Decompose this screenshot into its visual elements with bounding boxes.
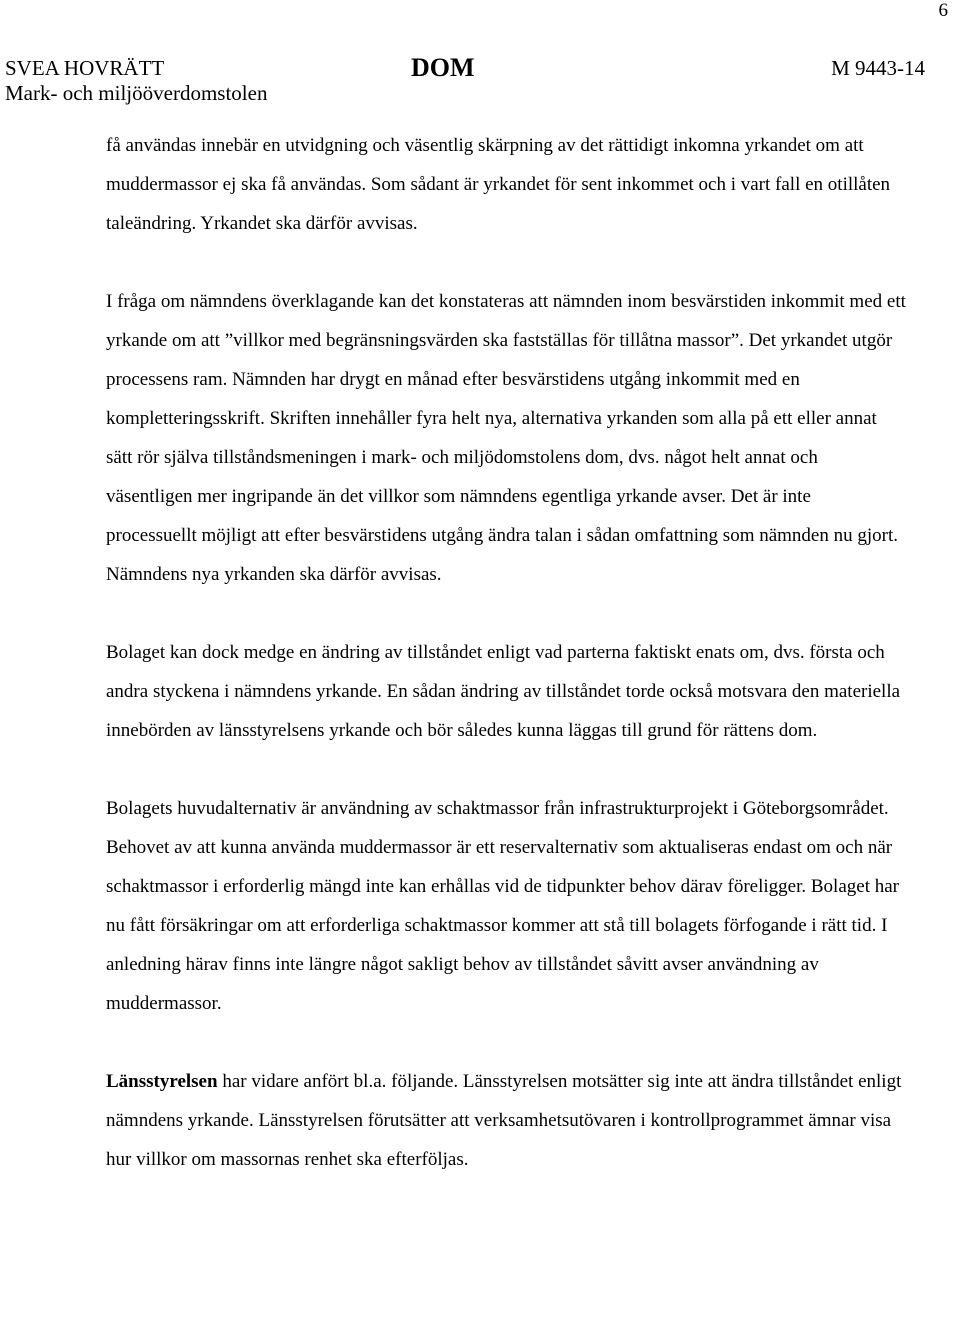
paragraph-text: Bolagets huvudalternativ är användning av schaktmassor från infrastrukturprojekt i Göteborgsområdet. Behovet av att kunna använda muddermassor är ett reservalternativ som aktualiseras endast om och när schaktmassor i erforderlig mängd inte kan erhållas vid de tidpunkter behov därav föreligger. Bolaget har nu fått försäkringar om att erforderliga schaktmassor kommer att stå till bolagets förfogande i rätt tid. I anledning härav finns inte längre något sakligt behov av tillståndet såvitt avser användning av muddermassor. — [106, 798, 899, 1014]
case-number: M 9443-14 — [831, 56, 925, 80]
paragraph-text: har vidare anfört bl.a. följande. Länsstyrelsen motsätter sig inte att ändra tillståndet enligt nämndens yrkande. Länsstyrelsen förutsätter att verksamhetsutövaren i kontrollprogrammet ämnar visa hur villkor om massornas renhet ska efterföljas. — [106, 1071, 902, 1170]
document-type: DOM — [411, 53, 475, 82]
court-name: SVEA HOVRÄTT — [5, 56, 165, 80]
document-body — [106, 126, 906, 1179]
paragraph — [106, 789, 906, 1023]
paragraph-lead: Länsstyrelsen — [106, 1071, 218, 1092]
paragraph-text: Bolaget kan dock medge en ändring av tillståndet enligt vad parterna faktiskt enats om, dvs. första och andra styckena i nämndens yrkande. En sådan ändring av tillståndet torde också motsvara den materiella innebörden av länsstyrelsens yrkande och bör således kunna läggas till grund för rättens dom. — [106, 642, 901, 741]
court-division: Mark- och miljööverdomstolen — [5, 81, 268, 105]
paragraph — [106, 1062, 906, 1179]
document-header — [5, 53, 925, 108]
page-number: 6 — [938, 0, 948, 21]
paragraph — [106, 126, 906, 243]
paragraph — [106, 633, 906, 750]
paragraph-text: I fråga om nämndens överklagande kan det konstateras att nämnden inom besvärstiden inkommit med ett yrkande om att ”villkor med begränsningsvärden ska fastställas för tillåtna massor”. Det yrkandet utgör processens ram. Nämnden har drygt en månad efter besvärstidens utgång inkommit med en kompletteringsskrift. Skriften innehåller fyra helt nya, alternativa yrkanden som alla på ett eller annat sätt rör själva tillståndsmeningen i mark- och miljödomstolens dom, dvs. något helt annat och väsentligen mer ingripande än det villkor som nämndens egentliga yrkande avser. Det är inte processuellt möjligt att efter besvärstidens utgång ändra talan i sådan omfattning som nämnden nu gjort. Nämndens nya yrkanden ska därför avvisas. — [106, 291, 906, 585]
paragraph — [106, 282, 906, 594]
paragraph-text: få användas innebär en utvidgning och väsentlig skärpning av det rättidigt inkomna yrkandet om att muddermassor ej ska få användas. Som sådant är yrkandet för sent inkommet och i vart fall en otillåten taleändring. Yrkandet ska därför avvisas. — [106, 135, 891, 234]
